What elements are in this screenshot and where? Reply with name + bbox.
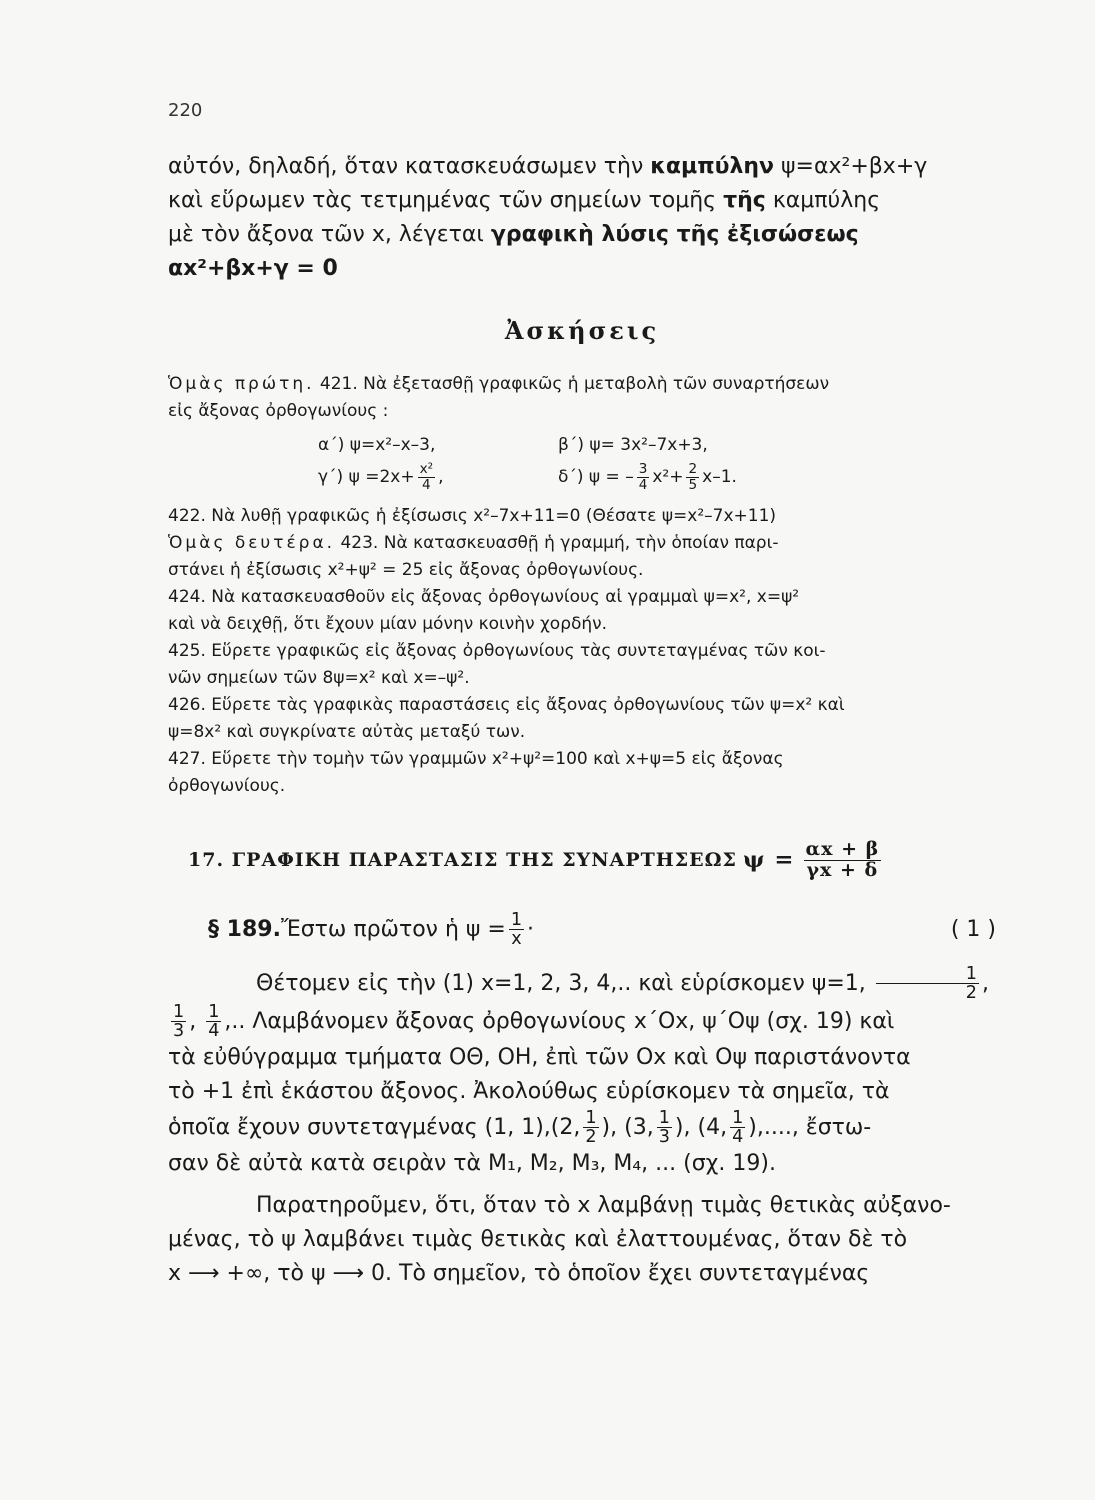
numerator: 2 — [688, 461, 698, 478]
exercise-text: 421. Νὰ ἐξετασθῇ γραφικῶς ἡ μεταβολὴ τῶν συναρτήσεων — [314, 374, 830, 394]
fraction — [206, 1003, 221, 1041]
case-a: α΄) ψ=x²–x–3, — [318, 435, 436, 455]
group-label: Ὁμὰς δευτέρα. — [168, 533, 336, 553]
case-d — [558, 461, 888, 493]
para1-line-2: $\frac{1}{3}$ , $\frac{1}{4}$ ,.. Λαμβάνομεν ἄξονας ὀρθογωνίους x΄Ox, ψ΄Oψ (σχ. 19) καὶ — [173, 1001, 895, 1042]
para1-line-5: ὁποῖα ἔχουν συντεταγμένας (1, 1),(2, $\frac{1}{2}$ ), (3, $\frac{1}{3}$ ), (4, $\frac{1}{4}$ ),...., ἔστω- — [168, 1107, 872, 1148]
section-189-dot: · — [527, 917, 535, 943]
intro-line-4: αx²+βx+γ = 0 — [168, 256, 338, 281]
intro-bold: τῆς — [723, 188, 766, 213]
numerator: αx + β — [805, 838, 880, 860]
numerator: 3 — [638, 461, 648, 478]
numerator: 1 — [585, 1107, 597, 1128]
case-d-text: x²+ — [652, 467, 684, 487]
denominator: 2 — [965, 983, 977, 1004]
group1-line — [168, 371, 996, 398]
definition-bold: γραφικὴ λύσις τῆς ἐξισώσεως — [490, 222, 859, 247]
numerator: 1 — [732, 1107, 744, 1128]
intro-bold: καμπύλην — [650, 154, 775, 179]
point-text: (2, — [550, 1114, 581, 1140]
para2-line-3: x ⟶ +∞, τὸ ψ ⟶ 0. Τὸ σημεῖον, τὸ ὁποῖον ἔχει συντεταγμένας — [168, 1260, 870, 1286]
case-c-text: γ΄) ψ =2x+ — [318, 467, 415, 487]
section-189-text: Ἔστω πρῶτον ἡ ψ = — [280, 917, 506, 943]
denominator: 4 — [638, 476, 648, 493]
para-text: ,.. Λαμβάνομεν ἄξονας ὀρθογωνίους x΄Ox, ψ΄Oψ (σχ. 19) καὶ — [224, 1008, 895, 1034]
numerator: 1 — [510, 909, 523, 930]
para1-line-1 — [168, 965, 996, 1003]
numerator: x² — [419, 461, 434, 478]
numerator: 1 — [876, 965, 979, 984]
exercise-426-l2: ψ=8x² καὶ συγκρίνατε αὐτὰς μεταξύ των. — [168, 722, 526, 742]
group2-cont: στάνει ἡ ἐξίσωσις x²+ψ² = 25 εἰς ἄξονας ὀρθογωνίους. — [168, 560, 644, 580]
intro-line-3 — [168, 218, 996, 252]
exercises-heading: Ἀσκήσεις — [504, 316, 660, 345]
para2-line-1: Παρατηροῦμεν, ὅτι, ὅταν τὸ x λαμβάνῃ τιμὰς θετικὰς αὐξανο- — [256, 1192, 951, 1218]
section-mark: § 189. — [208, 917, 281, 943]
denominator: 5 — [688, 476, 698, 493]
numerator: 1 — [658, 1107, 670, 1128]
fraction — [686, 462, 699, 492]
section-title-text: 17. ΓΡΑΦΙΚΗ ΠΑΡΑΣΤΑΣΙΣ ΤΗΣ ΣΥΝΑΡΤΗΣΕΩΣ — [188, 849, 737, 872]
exercise-text: 423. Νὰ κατασκευασθῇ ἡ γραμμή, τὴν ὁποίαν παρι- — [335, 533, 779, 553]
para-text: , — [981, 970, 989, 996]
group2-line — [168, 530, 996, 557]
case-b: β΄) ψ= 3x²–7x+3, — [558, 435, 708, 455]
fraction — [657, 1109, 672, 1147]
denominator: 4 — [422, 476, 431, 493]
case-c-text: , — [438, 467, 444, 487]
intro-line-1 — [168, 150, 996, 184]
section-fraction — [804, 840, 882, 881]
para-text: ὁποῖα ἔχουν συντεταγμένας (1, 1), — [168, 1114, 551, 1140]
fraction — [583, 1109, 598, 1147]
para2-line-2: μένας, τὸ ψ λαμβάνει τιμὰς θετικὰς καὶ ἐλαττουμένας, ὅταν δὲ τὸ — [168, 1226, 908, 1252]
para1-line-6: σαν δὲ αὐτὰ κατὰ σειρὰν τὰ M₁, M₂, M₃, M₄, ... (σχ. 19). — [168, 1150, 776, 1176]
point-text: (4, — [697, 1114, 728, 1140]
section-title-psi: ψ = — [743, 847, 795, 874]
case-c — [318, 461, 558, 493]
page-body — [168, 150, 996, 1291]
case-d-text: x–1. — [702, 467, 737, 487]
fraction — [876, 965, 979, 1003]
exercise-424-l1: 424. Νὰ κατασκευασθοῦν εἰς ἄξονας ὀρθογωνίους αἱ γραμμαὶ ψ=x², x=ψ² — [168, 587, 800, 607]
exercise-422: 422. Νὰ λυθῇ γραφικῶς ἡ ἐξίσωσις x²–7x+11=0 (Θέσατε ψ=x²–7x+11) — [168, 506, 777, 526]
exercise-427-l1: 427. Εὕρετε τὴν τομὴν τῶν γραμμῶν x²+ψ²=100 καὶ x+ψ=5 εἰς ἄξονας — [168, 749, 784, 769]
denominator: 4 — [208, 1021, 220, 1042]
para-text: Θέτομεν εἰς τὴν (1) x=1, 2, 3, 4,.. καὶ εὑρίσκομεν ψ=1, — [256, 970, 866, 996]
equation-number: ( 1 ) — [950, 917, 996, 943]
intro-line-2 — [168, 184, 996, 218]
denominator: 3 — [658, 1127, 670, 1148]
point-text: (3, — [624, 1114, 654, 1140]
section-17-title — [188, 840, 996, 881]
intro-text: καμπύλης — [765, 188, 881, 213]
fraction — [730, 1109, 745, 1147]
exercise-427-l2: ὀρθογωνίους. — [168, 776, 286, 796]
intro-text: καὶ εὕρωμεν τὰς τετμημένας τῶν σημείων τομῆς — [168, 188, 724, 213]
section-189 — [208, 911, 996, 949]
intro-text: αὐτόν, δηλαδή, ὅταν κατασκευάσωμεν τὴν — [168, 154, 651, 179]
exercise-425-l1: 425. Εὕρετε γραφικῶς εἰς ἄξονας ὀρθογωνίους τὰς συντεταγμένας τῶν κοι- — [168, 641, 826, 661]
intro-text: μὲ τὸν ἄξονα τῶν x, λέγεται — [168, 222, 491, 247]
fraction — [509, 911, 524, 949]
para1-line-4: τὸ +1 ἐπὶ ἑκάστου ἄξονος. Ἀκολούθως εὑρίσκομεν τὰ σημεῖα, τὰ — [168, 1078, 890, 1104]
denominator: 3 — [173, 1021, 185, 1042]
numerator: 1 — [208, 1001, 220, 1022]
exercise-421-cases — [168, 429, 996, 493]
numerator: 1 — [173, 1001, 185, 1022]
intro-text: ψ=αx²+βx+γ — [774, 154, 928, 179]
group-label: Ὁμὰς πρώτη. — [168, 374, 315, 394]
fraction — [171, 1003, 186, 1041]
exercise-425-l2: νῶν σημείων τῶν 8ψ=x² καὶ x=–ψ². — [168, 668, 470, 688]
denominator: 4 — [732, 1127, 744, 1148]
fraction — [637, 462, 650, 492]
group1-cont: εἰς ἄξονας ὀρθογωνίους : — [168, 401, 389, 421]
exercise-424-l2: καὶ νὰ δειχθῇ, ὅτι ἔχουν μίαν μόνην κοινὴν χορδήν. — [168, 614, 608, 634]
para1-line-3: τὰ εὐθύγραμμα τμήματα ΟΘ, ΟΗ, ἐπὶ τῶν Ox καὶ Oψ παριστάνοντα — [168, 1044, 911, 1070]
denominator: 2 — [585, 1127, 597, 1148]
denominator: γx + δ — [806, 858, 879, 881]
exercise-426-l1: 426. Εὕρετε τὰς γραφικὰς παραστάσεις εἰς ἄξονας ὀρθογωνίους τῶν ψ=x² καὶ — [168, 695, 845, 715]
denominator: x — [511, 929, 522, 950]
page-number: 220 — [168, 100, 203, 121]
fraction — [418, 462, 436, 492]
case-d-text: δ΄) ψ = – — [558, 467, 634, 487]
para-text: ),...., ἔστω- — [748, 1114, 872, 1140]
